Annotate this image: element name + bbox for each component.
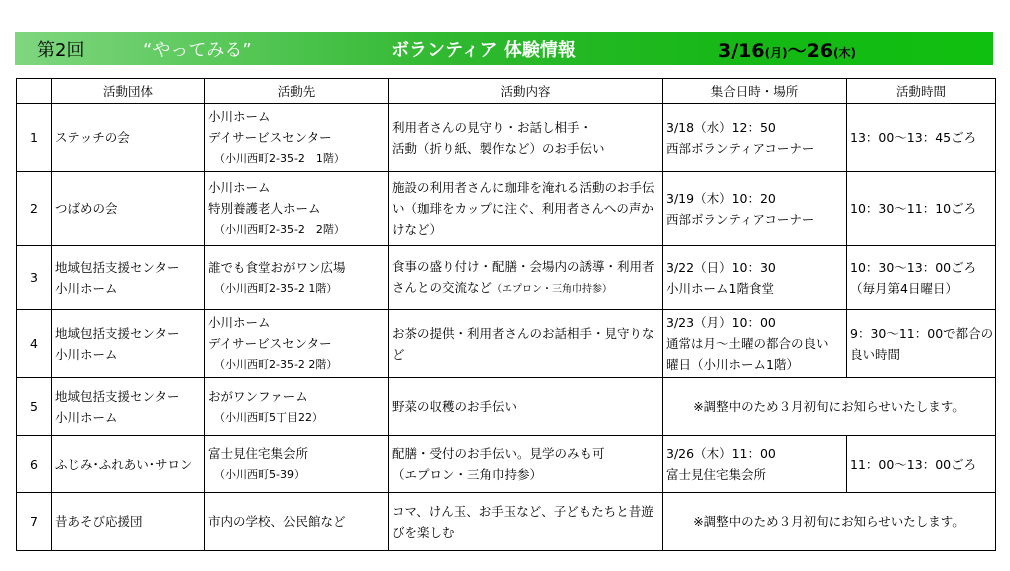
content-cell: 利用者さんの見守り・お話し相手・ 活動（折り紙、製作など）のお手伝い <box>389 104 663 172</box>
group-cell: ふじみ･ふれあい･サロン <box>52 436 205 493</box>
place-cell: おがワンファーム （小川西町5丁目22） <box>205 378 389 436</box>
content-cell: コマ、けん玉、お手玉など、子どもたちと昔遊びを楽しむ <box>389 493 663 551</box>
header-group: 活動団体 <box>52 79 205 104</box>
content-cell: 施設の利用者さんに珈琲を淹れる活動のお手伝い（珈琲をカップに注ぐ、利用者さんへの声かけなど） <box>389 172 663 246</box>
volunteer-schedule-table <box>16 78 996 551</box>
header-time: 活動時間 <box>847 79 996 104</box>
time-cell: 13：00～13：45ごろ <box>847 104 996 172</box>
place-cell: 市内の学校、公民館など <box>205 493 389 551</box>
place-cell: 誰でも食堂おがワン広場 （小川西町2-35-2 1階） <box>205 246 389 310</box>
table-row <box>17 493 996 551</box>
meeting-cell: 3/23（月）10：00 通常は月～土曜の都合の良い 曜日（小川ホーム1階） <box>663 310 847 378</box>
group-cell: つばめの会 <box>52 172 205 246</box>
notice-cell: ※調整中のため３月初旬にお知らせいたします。 <box>663 378 996 436</box>
meeting-cell: 3/18（水）12：50 西部ボランティアコーナー <box>663 104 847 172</box>
place-cell: 小川ホーム デイサービスセンター （小川西町2-35-2 1階） <box>205 104 389 172</box>
table-row <box>17 172 996 246</box>
place-cell: 富士見住宅集会所 （小川西町5-39） <box>205 436 389 493</box>
table-row <box>17 378 996 436</box>
notice-cell: ※調整中のため３月初旬にお知らせいたします。 <box>663 493 996 551</box>
period-label: 3/16(月)～26(木) <box>718 40 857 62</box>
group-cell: 地域包括支援センター 小川ホーム <box>52 310 205 378</box>
place-cell: 小川ホーム 特別養護老人ホーム （小川西町2-35-2 2階） <box>205 172 389 246</box>
table-row <box>17 104 996 172</box>
time-cell: 10：30～13：00ごろ （毎月第4日曜日） <box>847 246 996 310</box>
header-place: 活動先 <box>205 79 389 104</box>
header-meeting: 集合日時・場所 <box>663 79 847 104</box>
meeting-cell: 3/19（木）10：20 西部ボランティアコーナー <box>663 172 847 246</box>
table-row <box>17 310 996 378</box>
group-cell: 昔あそび応援団 <box>52 493 205 551</box>
header-no <box>17 79 52 104</box>
time-cell: 11：00～13：00ごろ <box>847 436 996 493</box>
row-number: 4 <box>17 310 52 378</box>
meeting-cell: 3/26（木）11：00 富士見住宅集会所 <box>663 436 847 493</box>
row-number: 2 <box>17 172 52 246</box>
header-row <box>17 79 996 104</box>
time-cell: 9：30～11：00で都合の 良い時間 <box>847 310 996 378</box>
row-number: 7 <box>17 493 52 551</box>
content-cell: 配膳・受付のお手伝い。見学のみも可 （エプロン・三角巾持参） <box>389 436 663 493</box>
content-cell: 野菜の収穫のお手伝い <box>389 378 663 436</box>
group-cell: 地域包括支援センター 小川ホーム <box>52 378 205 436</box>
group-cell: ステッチの会 <box>52 104 205 172</box>
header-content: 活動内容 <box>389 79 663 104</box>
catchphrase: “やってみる” <box>143 40 252 61</box>
table-row <box>17 246 996 310</box>
content-note: （エプロン・三角巾持参） <box>492 283 613 295</box>
meeting-cell: 3/22（日）10：30 小川ホーム1階食堂 <box>663 246 847 310</box>
row-number: 5 <box>17 378 52 436</box>
place-cell: 小川ホーム デイサービスセンター （小川西町2-35-2 2階） <box>205 310 389 378</box>
content-cell: 食事の盛り付け・配膳・会場内の誘導・利用者さんとの交流など（エプロン・三角巾持参） <box>389 246 663 310</box>
row-number: 6 <box>17 436 52 493</box>
row-number: 3 <box>17 246 52 310</box>
group-cell: 地域包括支援センター 小川ホーム <box>52 246 205 310</box>
row-number: 1 <box>17 104 52 172</box>
content-cell: お茶の提供・利用者さんのお話相手・見守りなど <box>389 310 663 378</box>
title-banner <box>15 32 993 65</box>
round-label: 第2回 <box>37 40 85 61</box>
time-cell: 10：30～11：10ごろ <box>847 172 996 246</box>
table-row <box>17 436 996 493</box>
page-title: ボランティア 体験情報 <box>391 40 576 61</box>
